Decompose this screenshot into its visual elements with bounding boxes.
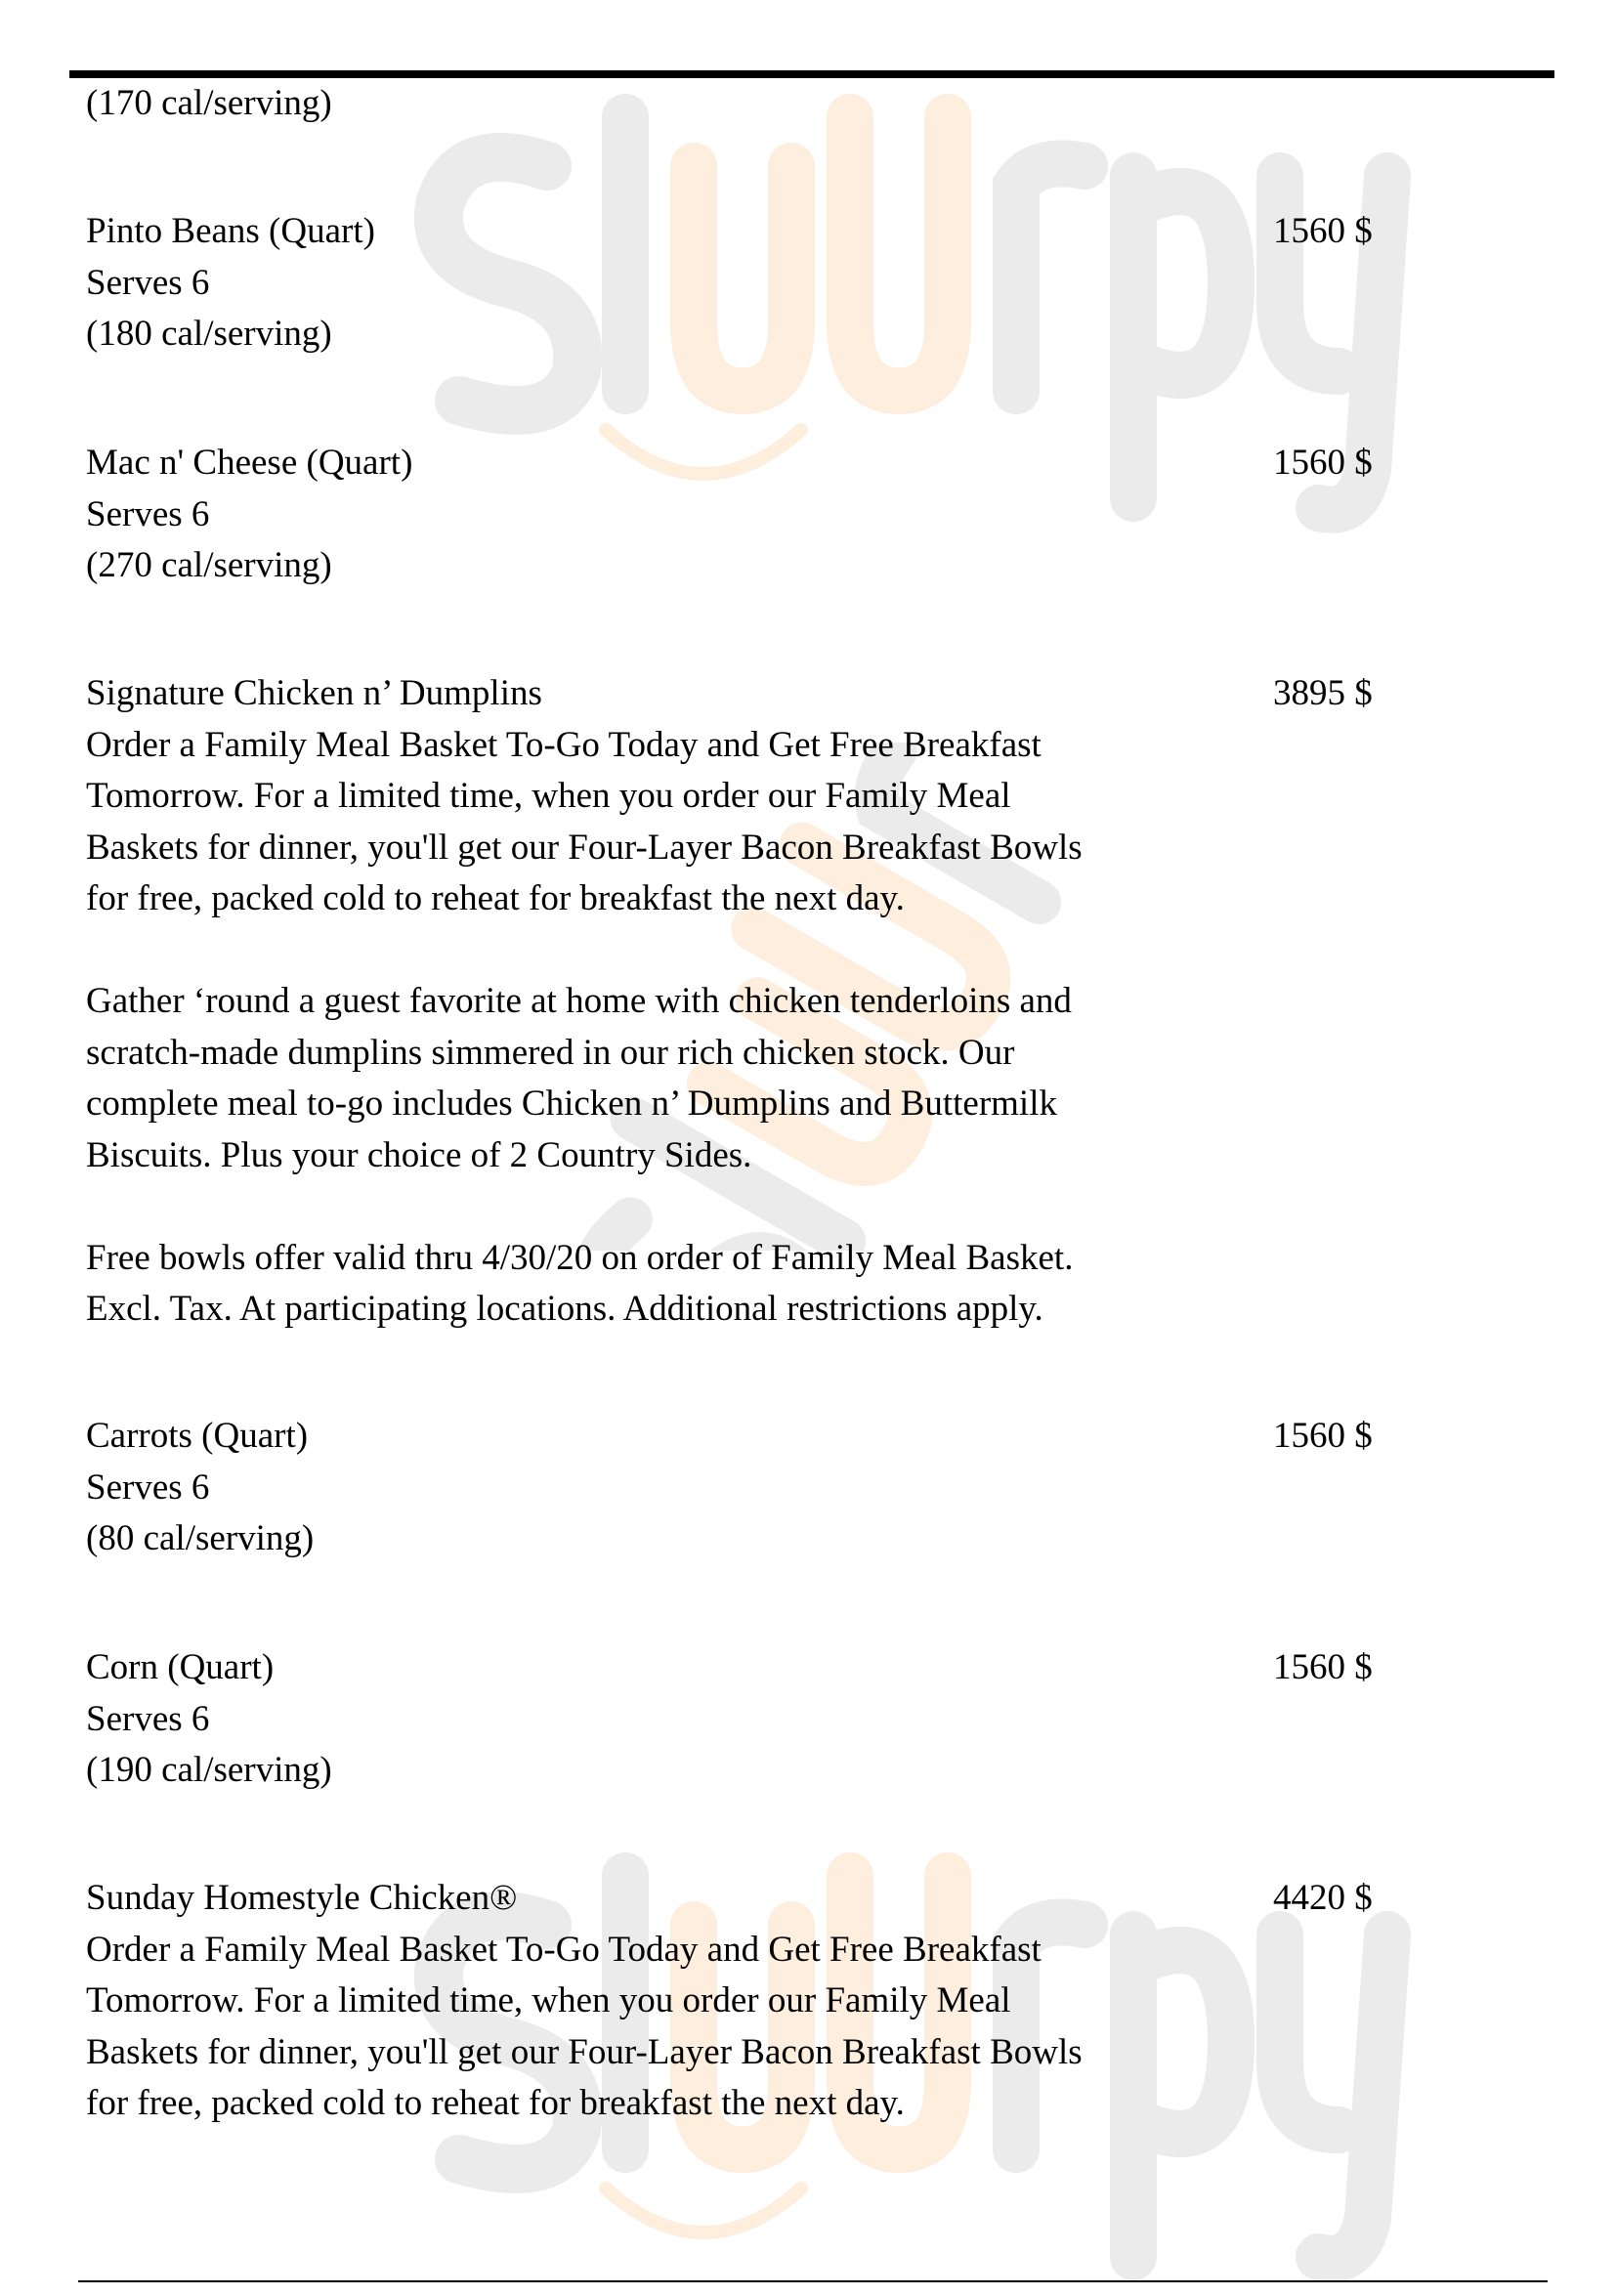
menu-item: [86, 1642, 1239, 1797]
menu-item: [86, 206, 1239, 361]
item-name: Sunday Homestyle Chicken®: [86, 1878, 518, 1918]
item-calories: (170 cal/serving): [86, 83, 332, 123]
item-calories: (180 cal/serving): [86, 314, 332, 354]
item-desc-line: Tomorrow. For a limited time, when you order our Family Meal: [86, 776, 1011, 816]
item-desc-line: Order a Family Meal Basket To-Go Today and Get Free Breakfast: [86, 724, 1042, 765]
item-name: Pinto Beans (Quart): [86, 211, 375, 251]
top-rule: [69, 70, 1554, 78]
item-desc-line: Tomorrow. For a limited time, when you order our Family Meal: [86, 1980, 1011, 2020]
item-desc-line: Baskets for dinner, you'll get our Four-Layer Bacon Breakfast Bowls: [86, 2031, 1083, 2072]
item-price: 3895 $: [1273, 673, 1373, 713]
menu-item: [86, 438, 1239, 592]
item-calories: (80 cal/serving): [86, 1518, 315, 1558]
item-price: 4420 $: [1273, 1878, 1373, 1918]
item-desc-line: for free, packed cold to reheat for breakfast the next day.: [86, 878, 905, 918]
item-desc-line: scratch-made dumplins simmered in our rich chicken stock. Our: [86, 1032, 1015, 1073]
item-name: Corn (Quart): [86, 1647, 275, 1687]
continued-item: [86, 78, 1239, 130]
item-price: 1560 $: [1273, 443, 1373, 483]
item-serves: Serves 6: [86, 493, 210, 534]
item-serves: Serves 6: [86, 1467, 210, 1508]
item-desc-line: Gather ‘round a guest favorite at home with chicken tenderloins and: [86, 981, 1072, 1021]
menu-item: [86, 1411, 1239, 1565]
item-calories: (190 cal/serving): [86, 1750, 332, 1790]
item-desc-line: Free bowls offer valid thru 4/30/20 on order of Family Meal Basket.: [86, 1237, 1074, 1278]
item-serves: Serves 6: [86, 1698, 210, 1739]
item-name: Signature Chicken n’ Dumplins: [86, 673, 542, 713]
bottom-rule: [78, 2280, 1548, 2282]
item-desc-line: for free, packed cold to reheat for breakfast the next day.: [86, 2083, 905, 2123]
item-name: Carrots (Quart): [86, 1416, 309, 1456]
item-calories: (270 cal/serving): [86, 545, 332, 585]
item-price: 1560 $: [1273, 1647, 1373, 1687]
item-name: Mac n' Cheese (Quart): [86, 443, 413, 483]
item-price: 1560 $: [1273, 211, 1373, 251]
item-desc-line: Biscuits. Plus your choice of 2 Country Sides.: [86, 1134, 752, 1175]
menu-item: [86, 1873, 1239, 2130]
menu-item: [86, 668, 1239, 1336]
item-desc-line: Excl. Tax. At participating locations. Additional restrictions apply.: [86, 1289, 1043, 1329]
item-desc-line: Order a Family Meal Basket To-Go Today and Get Free Breakfast: [86, 1929, 1042, 1970]
item-desc-line: complete meal to-go includes Chicken n’ Dumplins and Buttermilk: [86, 1084, 1057, 1124]
item-serves: Serves 6: [86, 262, 210, 303]
item-price: 1560 $: [1273, 1416, 1373, 1456]
item-desc-line: Baskets for dinner, you'll get our Four-Layer Bacon Breakfast Bowls: [86, 827, 1083, 868]
